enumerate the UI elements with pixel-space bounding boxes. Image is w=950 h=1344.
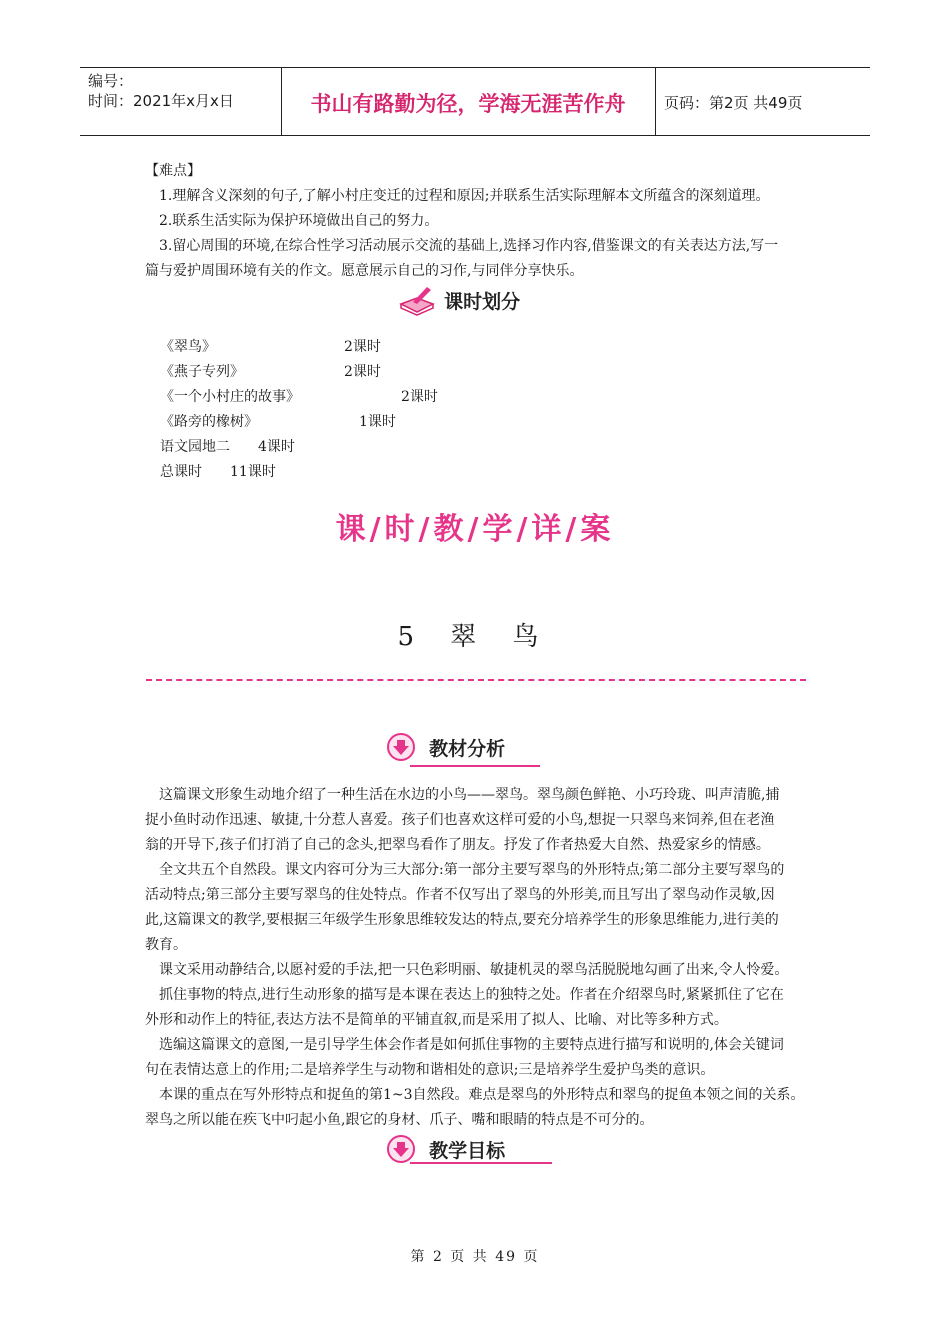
- header-top-rule: [80, 67, 870, 68]
- analysis-line: 全文共五个自然段。课文内容可分为三大部分:第一部分主要写翠鸟的外形特点;第二部分主要写翠鸟的: [159, 862, 785, 878]
- schedule-row-name: 《翠鸟》: [160, 339, 216, 355]
- header-page-info: 页码：第2页 共49页: [664, 94, 803, 112]
- down-arrow-icon: [386, 1134, 416, 1164]
- analysis-line: 课文采用动静结合,以愿衬爱的手法,把一只色彩明丽、敏捷机灵的翠鸟活脱脱地勾画了出来,令人怜爱。: [159, 962, 789, 978]
- analysis-line: 选编这篇课文的意图,一是引导学生体会作者是如何抓住事物的主要特点进行描写和说明的,体会关键词: [159, 1037, 784, 1053]
- schedule-row-name: 《燕子专列》: [160, 364, 244, 380]
- schedule-row-name: 总课时: [160, 464, 202, 480]
- analysis-line: 这篇课文形象生动地介绍了一种生活在水边的小鸟——翠鸟。翠鸟颜色鲜艳、小巧玲珑、叫声清脆,捕: [159, 787, 780, 803]
- difficulty-item: 3.留心周围的环境,在综合性学习活动展示交流的基础上,选择习作内容,借鉴课文的有关表达方法,写一: [159, 238, 779, 254]
- objectives-heading: [386, 1134, 505, 1164]
- header-time-label: 时间：2021年x月x日: [88, 92, 234, 110]
- schedule-row-hours: 2课时: [344, 364, 381, 380]
- analysis-line: 外形和动作上的特征,表达方法不是简单的平铺直叙,而是采用了拟人、比喻、对比等多种方式。: [145, 1012, 728, 1028]
- analysis-line: 翠鸟之所以能在疾飞中叼起小鱼,跟它的身材、爪子、嘴和眼睛的特点是不可分的。: [145, 1112, 654, 1128]
- schedule-row-hours: 1课时: [359, 414, 396, 430]
- difficulty-item: 2.联系生活实际为保护环境做出自己的努力。: [159, 213, 439, 229]
- page-footer: 第 2 页 共 49 页: [410, 1249, 540, 1265]
- down-arrow-icon: [386, 732, 416, 762]
- header-divider: [655, 67, 656, 135]
- analysis-heading: [386, 732, 505, 762]
- schedule-row-hours: 2课时: [401, 389, 438, 405]
- header-motto: 书山有路勤为径，学海无涯苦作舟: [310, 92, 626, 116]
- difficulty-item: 1.理解含义深刻的句子,了解小村庄变迁的过程和原因;并联系生活实际理解本文所蕴含的深刻道理。: [159, 188, 770, 204]
- schedule-row-name: 《路旁的橡树》: [160, 414, 258, 430]
- analysis-line: 抓住事物的特点,进行生动形象的描写是本课在表达上的独特之处。作者在介绍翠鸟时,紧紧抓住了它在: [159, 987, 784, 1003]
- lesson-title: 5 翠 鸟: [397, 622, 553, 652]
- analysis-line: 活动特点;第三部分主要写翠鸟的住处特点。作者不仅写出了翠鸟的外形美,而且写出了翠鸟动作灵敏,因: [145, 887, 775, 903]
- difficulty-item: 篇与爱护周围环境有关的作文。愿意展示自己的习作,与同伴分享快乐。: [145, 263, 584, 279]
- schedule-heading: [399, 284, 520, 316]
- analysis-line: 句在表情达意上的作用;二是培养学生与动物和谐相处的意识;三是培养学生爱护鸟类的意识。: [145, 1062, 715, 1078]
- heading-underline: [410, 1162, 552, 1164]
- schedule-row-name: 语文园地二: [160, 439, 230, 455]
- schedule-row-name: 《一个小村庄的故事》: [160, 389, 300, 405]
- header-bottom-rule: [80, 135, 870, 136]
- schedule-row-hours: 2课时: [344, 339, 381, 355]
- header-number-label: 编号：: [88, 72, 134, 90]
- schedule-heading-label: 课时划分: [444, 290, 521, 313]
- difficulties-heading: 【难点】: [145, 163, 201, 179]
- analysis-line: 本课的重点在写外形特点和捉鱼的第1~3自然段。难点是翠鸟的外形特点和翠鸟的捉鱼本领之间的关系。: [159, 1087, 805, 1103]
- schedule-row-hours: 4课时: [258, 439, 295, 455]
- book-pencil-icon: [399, 284, 435, 316]
- analysis-line: 此,这篇课文的教学,要根据三年级学生形象思维较发达的特点,要充分培养学生的形象思维能力,进行美的: [145, 912, 779, 928]
- heading-underline: [410, 765, 540, 767]
- analysis-heading-label: 教材分析: [429, 737, 506, 760]
- main-title: 课/时/教/学/详/案: [335, 512, 615, 547]
- analysis-line: 捉小鱼时动作迅速、敏捷,十分惹人喜爱。孩子们也喜欢这样可爱的小鸟,想捉一只翠鸟来饲养,但在老渔: [145, 812, 775, 828]
- analysis-line: 教育。: [145, 937, 187, 953]
- analysis-line: 翁的开导下,孩子们打消了自己的念头,把翠鸟看作了朋友。抒发了作者热爱大自然、热爱家乡的情感。: [145, 837, 770, 853]
- objectives-heading-label: 教学目标: [429, 1139, 506, 1162]
- schedule-row-hours: 11课时: [230, 464, 276, 480]
- dashed-divider: [146, 679, 806, 681]
